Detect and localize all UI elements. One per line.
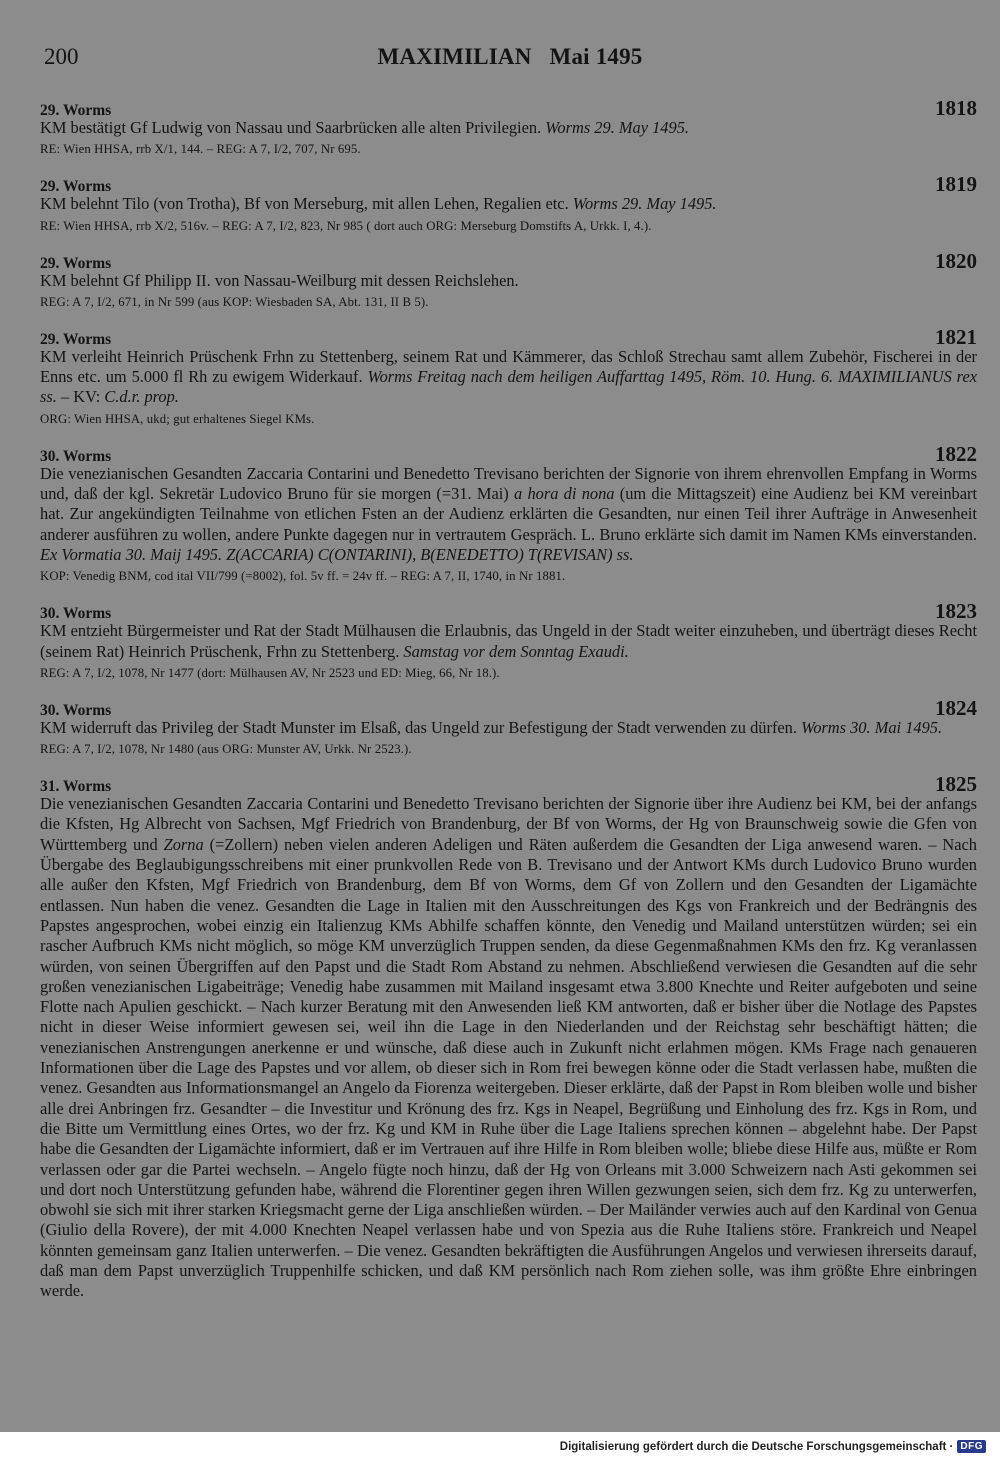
entry-header: [40, 96, 977, 118]
entry-date: 30. Worms: [40, 605, 112, 623]
entry-number: 1825: [935, 772, 977, 797]
entry-text-segment: Die venezianischen Gesandten Zaccaria Contarini und Benedetto Trevisano berichten der Signorie über ihre Audienz bei KM, bei der anfangs die Kfsten, Hg Albrecht von Sachsen, Mgf Friedrich von Brandenburg, der Bf von Worms, der Hg von Braunschweig sowie die Gfen von Württemberg und: [40, 794, 977, 854]
entry-number: 1823: [935, 599, 977, 624]
entry: [40, 172, 977, 234]
entry-text-italic: Samstag vor dem Sonntag Exaudi.: [403, 641, 629, 661]
entry-text-segment: KM verleiht Heinrich Prüschenk Frhn zu Stettenberg, seinem Rat und Kämmerer, das Schloß Strechau samt allem Zubehör, Fischerei in der Enns etc. um 5.000 fl Rh zu ewigem Widerkauf.: [40, 346, 977, 387]
entry: [40, 96, 977, 158]
entry-text: [40, 347, 977, 408]
entry: [40, 249, 977, 311]
entry-date: 29. Worms: [40, 330, 112, 348]
entry-text-segment: KM bestätigt Gf Ludwig von Nassau und Saarbrücken alle alten Privilegien.: [40, 118, 546, 137]
entry-text: [40, 794, 977, 1301]
entry-text-italic: Worms Freitag nach dem heiligen Auffarttag 1495, Röm. 10. Hung. 6. MAXIMILIANUS rex ss.: [40, 367, 977, 407]
entry-text-segment: Die venezianischen Gesandten Zaccaria Contarini und Benedetto Trevisano berichten der Signorie von ihrem ehrenvollen Empfang in Worms und, daß der kgl. Sekretär Ludovico Bruno für sie morgen (=31. Mai): [40, 463, 977, 504]
entry-text-segment: KM belehnt Gf Philipp II. von Nassau-Weilburg mit dessen Reichslehen.: [40, 270, 519, 290]
running-head-date: Mai 1495: [549, 44, 643, 69]
entry-text-segment: – KV:: [56, 387, 105, 407]
entry-date: 29. Worms: [40, 102, 112, 119]
entry-text-segment: KM entzieht Bürgermeister und Rat der Stadt Mülhausen die Erlaubnis, das Ungeld in der Stadt weiter einzuheben, und überträgt dieses Recht (seinem Rat) Heinrich Prüschenk, Frhn zu Stettenberg.: [40, 621, 977, 661]
entry-text-segment: KM belehnt Tilo (von Trotha), Bf von Merseburg, mit allen Lehen, Regalien etc.: [40, 194, 573, 214]
page-number: 200: [44, 44, 79, 69]
entry-source: RE: Wien HHSA, rrb X/2, 516v. – REG: A 7, I/2, 823, Nr 985 ( dort auch ORG: Merseburg Domstifts A, Urkk. I, 4.).: [40, 218, 652, 233]
entry-header: [40, 696, 977, 718]
footer-credit: [560, 1440, 986, 1453]
entry: [40, 442, 977, 585]
entry-text-italic: a hora di nona: [514, 484, 615, 504]
entry-header: [40, 442, 977, 464]
entry-text: [40, 621, 977, 662]
running-head: [40, 44, 980, 70]
entry-source: REG: A 7, I/2, 1078, Nr 1477 (dort: Mülhausen AV, Nr 2523 und ED: Mieg, 66, Nr 18.).: [40, 665, 500, 680]
entry-number: 1820: [935, 248, 977, 273]
entry-text: [40, 718, 977, 738]
entries-list: [40, 96, 977, 1316]
entry-date: 30. Worms: [40, 701, 112, 719]
entry-text: [40, 118, 977, 138]
entry-text-italic: Worms 29. May 1495.: [545, 118, 689, 137]
entry-text-italic: Ex Vormatia 30. Maij 1495. Z(ACCARIA) C(ONTARINI), B(ENEDETTO) T(REVISAN) ss.: [40, 544, 634, 564]
entry-source: REG: A 7, I/2, 671, in Nr 599 (aus KOP: Wiesbaden SA, Abt. 131, II B 5).: [40, 294, 429, 309]
entry-header: [40, 599, 977, 624]
entry-number: 1818: [935, 96, 977, 120]
entry-date: 29. Worms: [40, 254, 112, 272]
entry-text-italic: Worms 30. Mai 1495.: [801, 717, 943, 737]
entry-source: RE: Wien HHSA, rrb X/1, 144. – REG: A 7, I/2, 707, Nr 695.: [40, 142, 361, 157]
entry-source: ORG: Wien HHSA, ukd; gut erhaltenes Siegel KMs.: [40, 411, 315, 426]
entry-source: KOP: Venedig BNM, cod ital VII/799 (=8002), fol. 5v ff. = 24v ff. – REG: A 7, II, 1740, in Nr 1881.: [40, 569, 566, 584]
entry-header: [40, 772, 977, 797]
entry-number: 1821: [935, 324, 977, 349]
entry-header: [40, 172, 977, 197]
entry-text: [40, 194, 977, 214]
page-header: [40, 44, 980, 78]
entry-number: 1824: [935, 695, 977, 720]
entry-text-italic: C.d.r. prop.: [104, 387, 179, 407]
entry-source: REG: A 7, I/2, 1078, Nr 1480 (aus ORG: Munster AV, Urkk. Nr 2523.).: [40, 742, 412, 757]
entry-text: [40, 464, 977, 565]
entry-text: [40, 271, 977, 291]
entry: [40, 599, 977, 682]
running-head-title: MAXIMILIAN: [377, 44, 532, 69]
entry-number: 1822: [935, 441, 977, 466]
entry: [40, 772, 977, 1301]
entry-number: 1819: [935, 172, 977, 197]
dfg-logo: DFG: [957, 1440, 986, 1453]
entry-date: 29. Worms: [40, 178, 112, 196]
entry-header: [40, 325, 977, 347]
entry-text-segment: KM widerruft das Privileg der Stadt Munster im Elsaß, das Ungeld zur Befestigung der Stadt verwenden zu dürfen.: [40, 717, 802, 737]
entry-header: [40, 249, 977, 271]
entry: [40, 696, 977, 758]
entry-date: 31. Worms: [40, 778, 112, 796]
entry-date: 30. Worms: [40, 447, 112, 465]
entry-text-segment: (=Zollern) neben vielen anderen Adeligen und Räten außerdem die Gesandten der Liga anwesend waren. – Nach Übergabe des Beglaubigungsschreibens mit einer prunkvollen Rede von B. Trevisano und der Antwort KMs durch Ludovico Bruno wurden alle außer den Kfsten, Mgf Friedrich von Brandenburg, dem Bf von Worms, dem Gf von Zollern und den Gesandten der Ligamächte entlassen. Nun haben die venez. Gesandten die Lage in Italien mit den Ausschreitungen des Kgs von Frankreich und der Bedrängnis des Papstes angesprochen, wobei einzig ein Italienzug KMs Abhilfe schaffen könnte, den Venedig und Mailand unterstützen würden; sei ein rascher Aufbruch KMs nicht möglich, so möge KM unverzüglich Truppen senden, da diese Gegenmaßnahmen KMs den frz. Kg veranlassen würden, von seinen Übergriffen auf den Papst und die Stadt Rom Abstand zu nehmen. Abschließend verwiesen die Gesandten auf die sehr großen venezianischen Ligabeiträge; Venedig habe zusammen mit Mailand insgesamt etwa 3.800 Knechte und Reiter aufgeboten und seine Flotte nach Apulien geschickt. – Nach kurzer Beratung mit den Anwesenden ließ KM antworten, daß er bisher über die Notlage des Papstes nicht in dieser Weise informiert gewesen sei, weil ihn die Lage in den Niederlanden und der Reichstag sehr beschäftigt hätten; die venezianischen Anstrengungen anerkenne er und wünsche, daß diese auch in Zukunft nicht erlahmen mögen. KMs Frage nach genaueren Informationen über die Lage des Papstes und vor allem, ob dieser sich in Rom frei bewegen könne oder die Stadt verlassen habe, mußten die venez. Gesandten aus Informationsmangel an Angelo da Fiorenza weitergeben. Dieser erklärte, daß der Papst in Rom bleiben wolle und bisher alle drei Anbringen frz. Gesandter – die Investitur und Krönung des frz. Kgs in Neapel, Begrüßung und Einholung des frz. Kgs in Rom, und die Bitte um Vermittlung eines Ortes, wo der frz. Kg und KM in Ruhe über die Lage Italiens sprechen können – abgelehnt habe. Der Papst habe die Gesandten der Ligamächte informiert, daß er im Vertrauen auf ihre Hilfe in Rom bleiben wolle; bliebe diese Hilfe aus, müßte er Rom verlassen oder gar die Partei wechseln. – Angelo fügte noch hinzu, daß der Hg von Orleans mit 3.000 Schweizern nach Asti gekommen sei und dort noch Unterstützung gefunden habe, während die Florentiner gegen ihren Willen gezwungen seien, sich dem frz. Kg zu unterwerfen, obwohl sie sich mit ihrer starken Kriegsmacht gerne der Liga anschließen würden. – Der Mailänder verwies auch auf den Kardinal von Genua (Giulio della Rovere), der mit 4.000 Knechten Neapel verlassen habe und von Spezia aus die Ruhe Italiens störe. Frankreich und Neapel könnten gemeinsam ganz Italien unterwerfen. – Die venez. Gesandten bekräftigten die Ausführungen Angelos und verwiesen ihrerseits darauf, daß man dem Papst unverzüglich Truppenhilfe schicken, und daß KM persönlich nach Rom ziehen solle, was ihm größte Ehre einbringen werde.: [40, 834, 977, 1301]
footer-text: Digitalisierung gefördert durch die Deutsche Forschungsgemeinschaft ·: [559, 1440, 954, 1453]
entry-text-segment: (um die Mittagszeit) eine Audienz bei KM vereinbart hat. Zur angekündigten Teilnahme von etlichen Fsten an der Audienz erklärten die Gesandten, nur einen Teil ihrer Aufträge in Anwesenheit anderer ausführen zu wollen, andere Punkte dagegen nur in vertrautem Gespräch. L. Bruno erklärte sich damit im Namen KMs einverstanden.: [40, 484, 977, 544]
entry-text-italic: Zorna: [163, 834, 204, 854]
entry: [40, 325, 977, 428]
entry-text-italic: Worms 29. May 1495.: [572, 194, 717, 214]
